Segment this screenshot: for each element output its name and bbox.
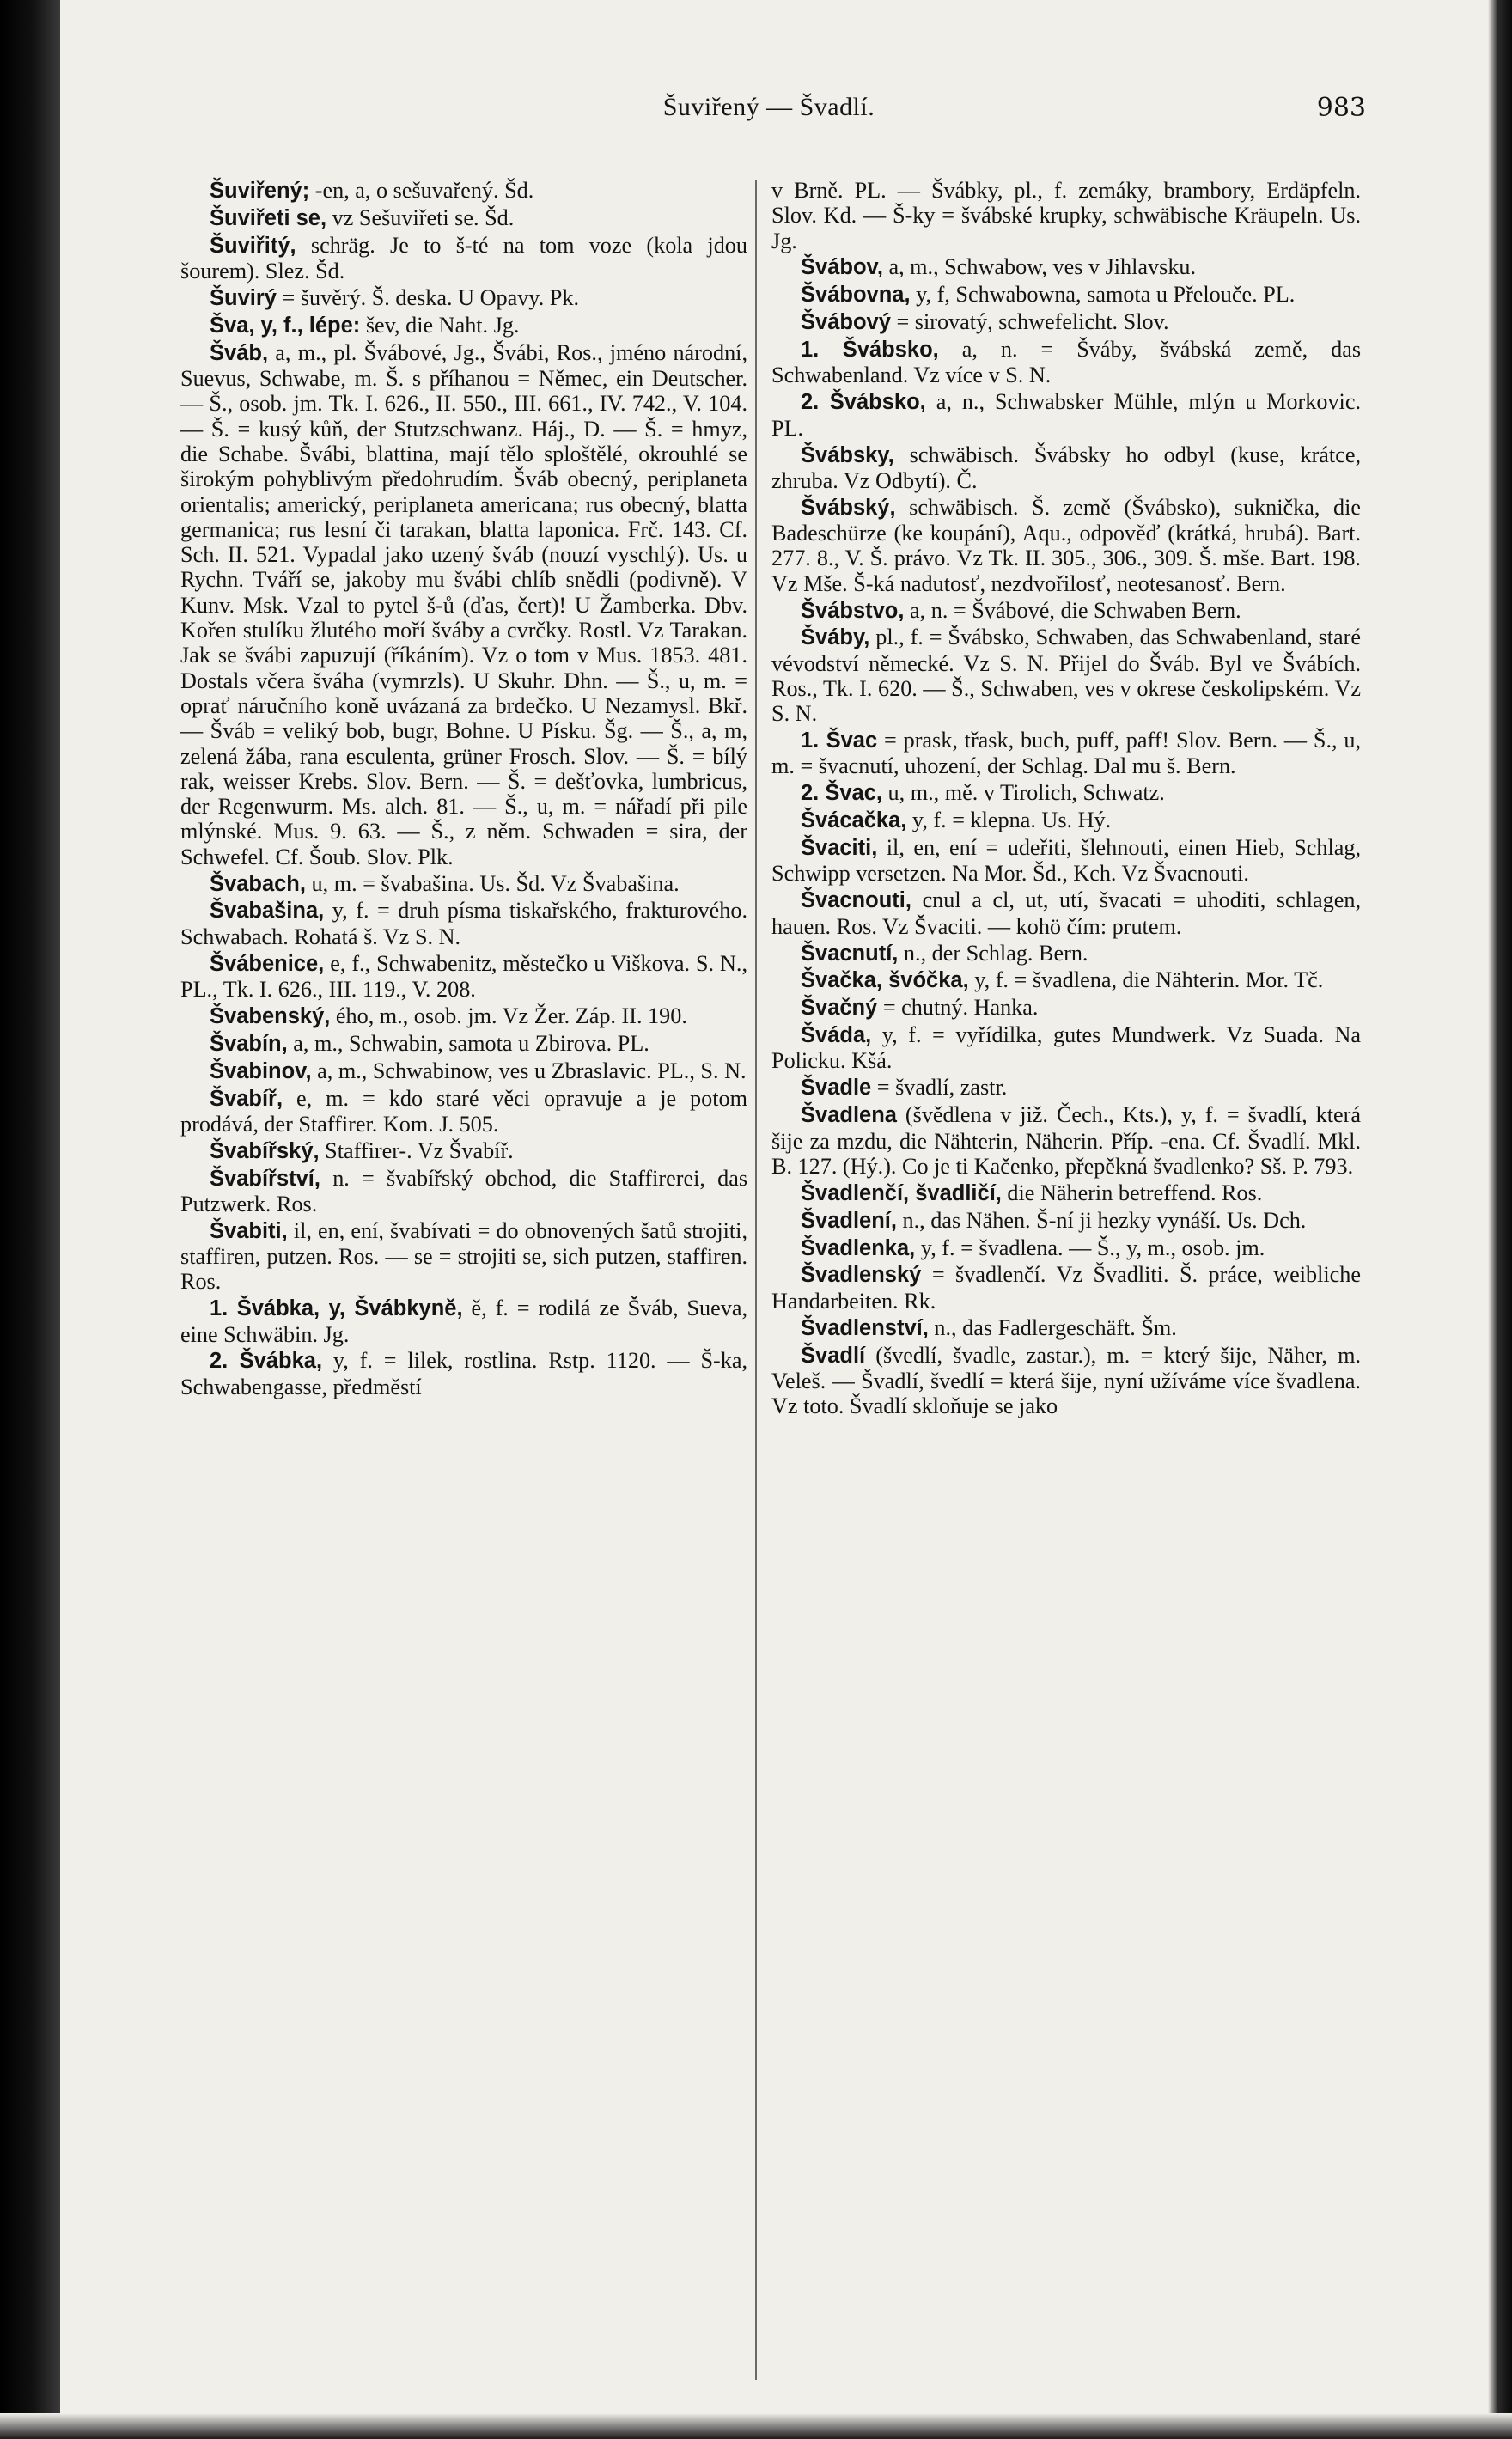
entry-headword: Švábský,: [801, 495, 896, 520]
entry-text: y, f. = druh písma tiskařského, frakturového. Schwabach. Rohatá š. Vz S. N.: [180, 898, 747, 949]
dictionary-entry: [180, 1138, 747, 1164]
dictionary-entry: [771, 835, 1361, 887]
entry-headword: Švábov,: [801, 255, 883, 280]
left-column: [180, 178, 747, 1401]
entry-text: šev, die Naht. Jg.: [365, 312, 520, 338]
entry-headword: Švabířský,: [210, 1138, 320, 1163]
entry-text: y, f. = švadlena. — Š., y, m., osob. jm.: [920, 1235, 1265, 1260]
entry-headword: Švabinov,: [210, 1058, 312, 1083]
dictionary-entry: [180, 1348, 747, 1399]
entry-text: y, f, Schwabowna, samota u Přelouče. PL.: [916, 282, 1296, 308]
entry-headword: Švadlí: [801, 1343, 866, 1368]
dictionary-entry: [771, 1262, 1361, 1314]
dictionary-entry: [771, 254, 1361, 280]
dictionary-entry: [180, 871, 747, 897]
entry-text: a, m., Schwabinow, ves u Zbraslavic. PL., S. N.: [317, 1058, 747, 1083]
entry-text: a, m., Schwabow, ves v Jihlavsku.: [888, 254, 1197, 280]
dictionary-entry: [771, 967, 1361, 993]
entry-headword: Šuvirý: [210, 285, 277, 310]
entry-text: e, m. = kdo staré věci opravuje a je potom prodává, der Staffirer. Kom. J. 505.: [180, 1085, 747, 1137]
dictionary-entry: [180, 1031, 747, 1057]
entry-headword: Šuviřený;: [210, 179, 310, 203]
entry-text: ého, m., osob. jm. Vz Žer. Záp. II. 190.: [335, 1003, 687, 1028]
dictionary-entry: [771, 625, 1361, 726]
entry-headword: 1. Švábsko,: [801, 338, 939, 363]
entry-text: u, m., mě. v Tirolich, Schwatz.: [887, 780, 1165, 806]
dictionary-entry: [180, 898, 747, 949]
entry-text: = švadlí, zastr.: [876, 1075, 1008, 1101]
entry-text: = sirovatý, schwefelicht. Slov.: [896, 309, 1169, 335]
entry-headword: Švačka, švóčka,: [801, 968, 969, 993]
column-divider: [755, 180, 757, 2380]
entry-text: schräg. Je to š-té na tom voze (kola jdou šourem). Slez. Šd.: [180, 232, 747, 284]
entry-text: schwäbisch. Š. země (Švábsko), suknička, die Badeschürze (ke koupání), Aqu., odpověď (krátká, hrubá). Bart. 277. 8., V. Š. právo. Vz Tk. II. 305., 306., 309. Š. mše. Bart. 198. Vz Mše. Š-ká nadutosť, nezdvořilosť, neotesanosť. Bern.: [771, 494, 1361, 596]
entry-headword: Šva, y, f., lépe:: [210, 313, 361, 338]
entry-headword: Švadlení,: [801, 1208, 897, 1233]
dictionary-entry: [771, 941, 1361, 966]
dictionary-entry: [180, 285, 747, 311]
entry-headword: Šuviřitý,: [210, 233, 296, 258]
dictionary-entry: [771, 887, 1361, 939]
entry-text: (švedlí, švadle, zastar.), m. = který šije, Näher, m. Veleš. — Švadlí, švedlí = která šije, nyní užíváme více švadlena. Vz toto. Švadlí skloňuje se jako: [771, 1342, 1361, 1419]
entry-headword: Švacnutí,: [801, 941, 899, 966]
entry-text: = chutný. Hanka.: [882, 995, 1039, 1021]
dictionary-entry: [180, 205, 747, 231]
entry-headword: Švabenský,: [210, 1003, 331, 1028]
entry-text: Staffirer-. Vz Švabíř.: [325, 1137, 514, 1163]
dictionary-entry: [180, 1086, 747, 1137]
dictionary-entry: [771, 178, 1361, 253]
entry-text: il, en, ení = udeřiti, šlehnouti, einen Hieb, Schlag, Schwipp versetzen. Na Mor. Šd., Kch. Vz Švacnouti.: [771, 835, 1362, 887]
dictionary-entry: [771, 1102, 1361, 1179]
entry-text: = švadlenčí. Vz Švadliti. Š. práce, weibliche Handarbeiten. Rk.: [771, 1262, 1362, 1314]
entry-headword: Šváb,: [210, 340, 269, 365]
dictionary-entry: [771, 1235, 1361, 1261]
entry-text: (švědlena v již. Čech., Kts.), y, f. = švadlí, která šije za mzdu, die Nähterin, Näherin. Příp. -ena. Cf. Švadlí. Mkl. B. 127. (Hý.). Co je ti Kačenko, přepěkná švadlenko? Sš. P. 793.: [771, 1102, 1361, 1179]
entry-text: n., das Nähen. Š-ní ji hezky vynáší. Us. Dch.: [902, 1207, 1307, 1233]
entry-headword: Švabín,: [210, 1031, 288, 1056]
dictionary-entry: [180, 1003, 747, 1029]
dictionary-entry: [180, 1296, 747, 1347]
page-number: 983: [1316, 93, 1366, 123]
dictionary-entry: [771, 1022, 1361, 1074]
dictionary-entry: [771, 728, 1361, 779]
right-column: [771, 178, 1361, 1420]
entry-headword: Švábstvo,: [801, 598, 905, 623]
entry-headword: Šuviřeti se,: [210, 205, 327, 230]
scan-edge-right: [1488, 0, 1512, 2439]
entry-headword: Švačný: [801, 996, 878, 1021]
entry-text: n. = švabířský obchod, die Staffirerei, das Putzwerk. Ros.: [180, 1165, 748, 1216]
entry-headword: Švabašina,: [210, 899, 325, 924]
entry-text: e, f., Schwabenitz, městečko u Viškova. S. N., PL., Tk. I. 626., III. 119., V. 208.: [180, 950, 747, 1002]
dictionary-entry: [771, 1180, 1361, 1206]
dictionary-entry: [180, 233, 747, 284]
entry-text: a, n., Schwabsker Mühle, mlýn u Morkovic. PL.: [771, 389, 1362, 441]
entry-text: pl., f. = Švábsko, Schwaben, das Schwabenland, staré vévodství německé. Vz S. N. Přijel do Šváb. Byl ve Švábích. Ros., Tk. I. 620. — Š., Schwaben, ves v okrese českolipském. Vz S. N.: [771, 625, 1362, 727]
dictionary-entry: [771, 309, 1361, 335]
entry-headword: Švaciti,: [801, 836, 878, 861]
entry-text: = šuvěrý. Š. deska. U Opavy. Pk.: [282, 284, 579, 310]
dictionary-entry: [771, 389, 1361, 441]
entry-headword: Švadlenský: [801, 1263, 922, 1288]
entry-headword: Švadle: [801, 1076, 872, 1101]
entry-text: -en, a, o sešuvařený. Šd.: [314, 178, 534, 203]
entry-text: a, m., Schwabin, samota u Zbirova. PL.: [293, 1030, 649, 1056]
entry-headword: 1. Švac: [801, 729, 878, 753]
dictionary-entry: [771, 1315, 1361, 1341]
entry-text: y, f. = švadlena, die Nähterin. Mor. Tč.: [974, 967, 1324, 993]
dictionary-entry: [771, 442, 1361, 494]
dictionary-entry: [180, 951, 747, 1003]
entry-text: a, m., pl. Švábové, Jg., Švábi, Ros., jméno národní, Suevus, Schwabe, m. Š. s příhanou = Němec, ein Deutscher. — Š., osob. jm. Tk. I. 626., II. 550., III. 661., IV. 742., V. 104. — Š. = kusý kůň, der Stutzschwanz. Háj., D. — Š. = hmyz, die Schabe. Švábi, blattina, mají tělo sploštělé, okrouhlé se širokým pohyblivým předohrudím. Šváb obecný, periplaneta orientalis; americký, periplaneta americana; rus obecný, blatta germanica; rus lesní či tarakan, blatta laponica. Frč. 143. Cf. Sch. II. 521. Vypadal jako uzený šváb (nouzí vyschlý). Us. u Rychn. Tváří se, jakoby mu švábi chlíb snědli (podivně). V Kunv. Msk. Vzal to pytel š-ů (ďas, čert)! U Žamberka. Dbv. Kořen stulíku žlutého moří šváby a cvrčky. Rostl. Vz Tarakan. Jak se švábi zapuzují (říkáním). Vz o tom v Mus. 1853. 481. Dostals včera šváha (vymrzls). U Skuhr. Dhn. — Š., u, m. = oprať náručního koně uvázaná za brdečko. U Nezamysl. Bkř. — Šváb = veliký bob, bugr, Bohne. U Písku. Šg. — Š., a, m, zelená žába, rana esculenta, grüner Frosch. Slov. — Š. = bílý rak, weisser Krebs. Slov. Bern. — Š. = dešťovka, lumbricus, der Regenwurm. Ms. alch. 81. — Š., u, m. = nářadí při pile mlýnské. Mus. 9. 63. — Š., z něm. Schwaden = sira, der Schwefel. Cf. Šoub. Slov. Plk.: [180, 339, 747, 869]
dictionary-entry: [771, 1208, 1361, 1234]
entry-headword: 2. Švac,: [801, 781, 882, 806]
dictionary-entry: [180, 340, 747, 869]
entry-headword: Švábový: [801, 310, 891, 335]
entry-text: n., das Fadlergeschäft. Šm.: [934, 1314, 1177, 1340]
entry-headword: Švácačka,: [801, 808, 907, 833]
entry-headword: Šváda,: [801, 1023, 872, 1048]
entry-headword: Švábsky,: [801, 442, 894, 467]
entry-text: y, f. = lilek, rostlina. Rstp. 1120. — Š-ka, Schwabengasse, předměstí: [180, 1348, 748, 1399]
entry-headword: 2. Švábsko,: [801, 390, 926, 415]
scan-edge-left: [0, 0, 60, 2439]
entry-headword: 1. Švábka, y, Švábkyně,: [210, 1296, 463, 1321]
entry-text: cnul a cl, ut, utí, švacati = uhoditi, schlagen, hauen. Ros. Vz Švaciti. — kohö čím: prutem.: [771, 887, 1362, 939]
entry-headword: Švabach,: [210, 871, 306, 896]
entry-headword: Švacnouti,: [801, 888, 911, 913]
entry-text: vz Sešuviřeti se. Šd.: [332, 204, 515, 230]
entry-text: il, en, ení, švabívati = do obnovených šatů strojiti, staffiren, putzen. Ros. — se = strojiti se, sich putzen, staffiren. Ros.: [180, 1217, 748, 1295]
dictionary-entry: [771, 1343, 1361, 1419]
header-title: Šuviřený — Švadlí.: [662, 93, 875, 121]
entry-headword: Šváby,: [801, 625, 870, 650]
dictionary-entry: [180, 313, 747, 338]
entry-text: a, n. = Šváby, švábská země, das Schwabenland. Vz více v S. N.: [771, 337, 1362, 388]
entry-text: die Näherin betreffend. Ros.: [1007, 1180, 1263, 1205]
entry-headword: Švadlenčí, švadličí,: [801, 1180, 1002, 1205]
entry-text: n., der Schlag. Bern.: [903, 940, 1088, 966]
entry-text: schwäbisch. Švábsky ho odbyl (kuse, krátce, zhruba. Vz Odbytí). Č.: [771, 442, 1362, 493]
entry-headword: 2. Švábka,: [210, 1349, 323, 1374]
entry-text: y, f. = vyřídilka, gutes Mundwerk. Vz Suada. Na Policku. Kšá.: [771, 1022, 1362, 1074]
dictionary-entry: [771, 282, 1361, 308]
entry-text: = prask, třask, buch, puff, paff! Slov. Bern. — Š., u, m. = švacnutí, uhození, der Schlag. Dal mu š. Bern.: [771, 728, 1362, 779]
dictionary-entry: [180, 178, 747, 204]
entry-headword: Švadlenství,: [801, 1315, 929, 1340]
entry-headword: Švabiti,: [210, 1218, 288, 1243]
entry-text: y, f. = klepna. Us. Hý.: [911, 808, 1112, 833]
scan-edge-bottom: [0, 2413, 1512, 2439]
entry-text: v Brně. PL. — Švábky, pl., f. zemáky, brambory, Erdäpfeln. Slov. Kd. — Š-ky = švábské krupky, schwäbische Kräupeln. Us. Jg.: [771, 178, 1361, 253]
entry-headword: Švábenice,: [210, 951, 325, 976]
running-header: [172, 93, 1366, 131]
dictionary-entry: [180, 1058, 747, 1084]
dictionary-entry: [771, 337, 1361, 388]
entry-headword: Švadlenka,: [801, 1235, 916, 1260]
dictionary-entry: [771, 598, 1361, 624]
entry-headword: Švabířství,: [210, 1166, 320, 1191]
dictionary-entry: [771, 495, 1361, 596]
entry-headword: Švábovna,: [801, 283, 911, 308]
dictionary-entry: [771, 780, 1361, 806]
entry-text: a, n. = Švábové, die Schwaben Bern.: [910, 597, 1241, 623]
dictionary-entry: [771, 808, 1361, 833]
entry-headword: Švadlena: [801, 1103, 897, 1128]
entry-headword: Švabíř,: [210, 1086, 284, 1111]
dictionary-entry: [771, 1075, 1361, 1101]
entry-text: ě, f. = rodilá ze Šváb, Sueva, eine Schwäbin. Jg.: [180, 1296, 747, 1347]
dictionary-entry: [180, 1218, 747, 1295]
dictionary-entry: [771, 995, 1361, 1021]
entry-text: u, m. = švabašina. Us. Šd. Vz Švabašina.: [311, 870, 680, 896]
dictionary-entry: [180, 1166, 747, 1217]
